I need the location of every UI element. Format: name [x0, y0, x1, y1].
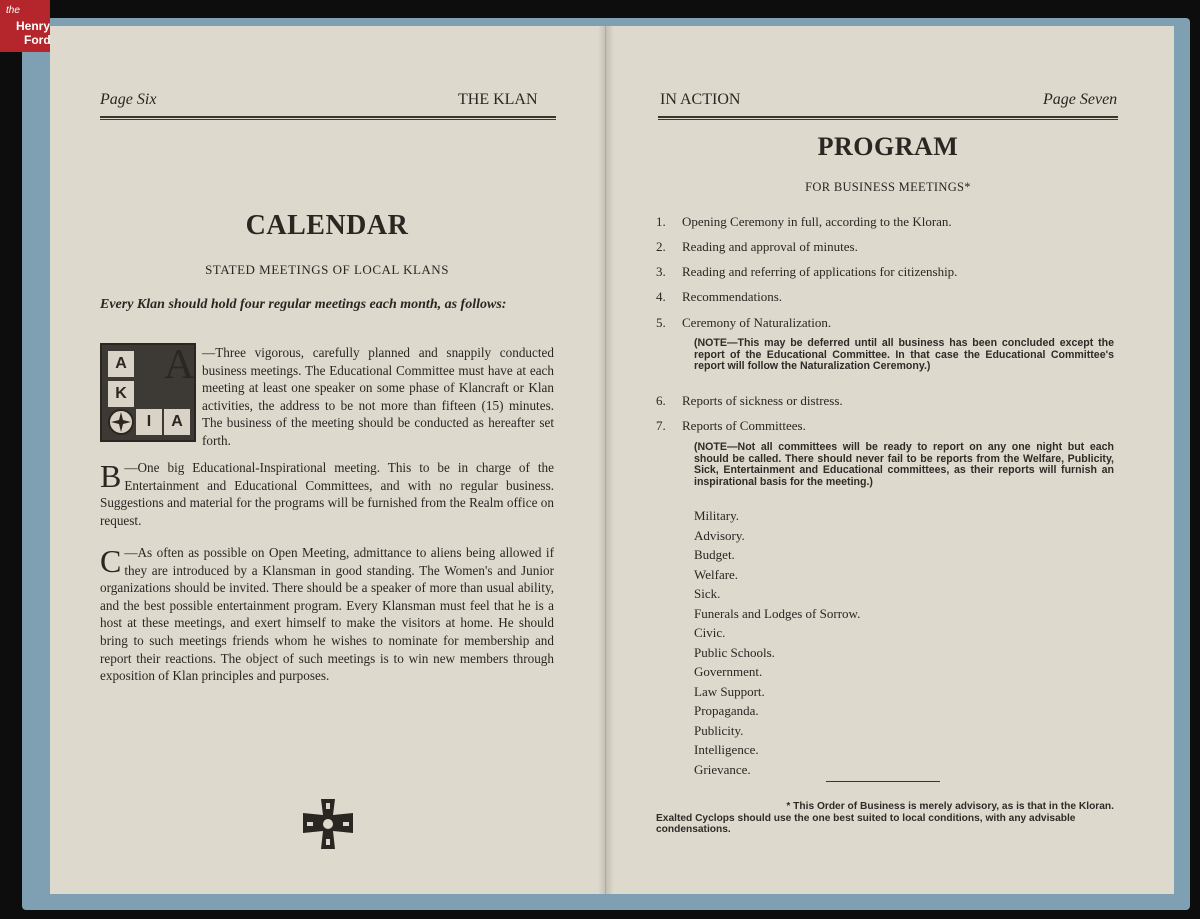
item-number: 3.	[656, 264, 666, 279]
drop-cap-b: B	[100, 458, 122, 494]
committee-item: Government.	[694, 664, 763, 679]
program-item	[656, 393, 1116, 409]
book-spine	[598, 26, 614, 894]
logo-henry: Henry	[16, 19, 51, 33]
emblem-letter: I	[136, 409, 162, 435]
paragraph-a: —Three vigorous, carefully planned and snappily conducted business meetings. The Educational Committee must have at each meeting at least one speaker on some phase of Klancraft or Klan activities, the address to be not more than fifteen (15) minutes. The business of the meeting should be conducted as hereafter set forth.	[202, 345, 554, 448]
committee-item: Funerals and Lodges of Sorrow.	[694, 606, 861, 621]
item-number: 4.	[656, 289, 666, 304]
emblem-letter: K	[108, 381, 134, 407]
paragraph-c	[100, 544, 554, 685]
item-text: Opening Ceremony in full, according to the Kloran.	[682, 214, 952, 229]
item-number: 7.	[656, 418, 666, 433]
committee-item: Welfare.	[694, 567, 739, 582]
program-item	[656, 315, 1116, 331]
item-number: 5.	[656, 315, 666, 330]
right-page-number: Page Seven	[1043, 91, 1118, 108]
left-running-head: THE KLAN	[458, 91, 538, 108]
item-number: 6.	[656, 393, 666, 408]
footnote-rule	[826, 781, 940, 782]
committee-item: Intelligence.	[694, 742, 759, 757]
item-text: Reports of Committees.	[682, 418, 806, 433]
emblem-letter: A	[164, 409, 190, 435]
emblem-cross-icon	[106, 407, 136, 437]
item-text: Reports of sickness or distress.	[682, 393, 843, 408]
item-text: Recommendations.	[682, 289, 783, 304]
committee-item: Grievance.	[694, 762, 751, 777]
committee-item: Public Schools.	[694, 645, 775, 660]
footnote-line-1: * This Order of Business is merely advisory, as is that in the Kloran.	[786, 801, 1114, 812]
committee-item: Budget.	[694, 547, 735, 562]
committee-item: Advisory.	[694, 528, 745, 543]
henry-ford-logo	[0, 0, 50, 52]
committee-item: Law Support.	[694, 684, 765, 699]
program-title: PROGRAM	[817, 132, 959, 161]
program-item	[656, 239, 1116, 255]
program-item	[656, 418, 1116, 434]
committee-item: Publicity.	[694, 723, 744, 738]
note-item-7: (NOTE—Not all committees will be ready to report on any one night but each should be called. There should never fail to be reports from the Welfare, Publicity, Sick, Entertainment and Educational committees, as their reports will furnish an inspirational basis for the meeting.)	[694, 441, 1114, 488]
drop-cap-c: C	[100, 543, 122, 579]
item-number: 2.	[656, 239, 666, 254]
paragraph-b-text: —One big Educational-Inspirational meeting. This to be in charge of the Entertainment and Educational Committees, and with no regular business. Suggestions and material for the programs will be furnished from the Realm office on request.	[100, 460, 554, 528]
committee-item: Sick.	[694, 586, 721, 601]
committee-item: Civic.	[694, 625, 726, 640]
program-subtitle: FOR BUSINESS MEETINGS*	[805, 180, 971, 194]
right-running-head: IN ACTION	[660, 91, 741, 108]
logo-the: the	[6, 5, 20, 16]
left-page-number: Page Six	[100, 91, 157, 108]
program-item	[656, 214, 1116, 230]
item-number: 1.	[656, 214, 666, 229]
calendar-intro: Every Klan should hold four regular meetings each month, as follows:	[100, 297, 507, 312]
calendar-subtitle: STATED MEETINGS OF LOCAL KLANS	[205, 262, 449, 277]
item-text: Reading and referring of applications for citizenship.	[682, 264, 958, 279]
drop-cap-a: A	[164, 342, 195, 388]
item-text: Reading and approval of minutes.	[682, 239, 858, 254]
paragraph-c-text: —As often as possible on Open Meeting, admittance to aliens being allowed if they are introduced by a Klansman in good standing. The Women's and Junior organizations should be invited. There should be a speaker of more than usual ability, and the best possible entertainment program. Every Klansman must feel that he is a host at these meetings, and exert himself to make the visitors at home. He should bring to such meetings friends whom he wishes to nominate for membership and report their reactions. The object of such meetings is to win new members through exposition of Klan principles and purposes.	[100, 545, 554, 684]
committee-item: Propaganda.	[694, 703, 759, 718]
program-item	[656, 289, 1116, 305]
klan-cross-emblem-icon	[301, 797, 355, 851]
paragraph-b	[100, 459, 554, 529]
program-item	[656, 264, 1116, 280]
item-text: Ceremony of Naturalization.	[682, 315, 832, 330]
emblem-letter: A	[108, 351, 134, 377]
committee-item: Military.	[694, 508, 740, 523]
calendar-title: CALENDAR	[245, 210, 409, 241]
footnote-line-2: Exalted Cyclops should use the one best suited to local conditions, with any advisable condensations.	[656, 812, 1076, 836]
left-header-rule	[100, 116, 556, 120]
logo-ford: Ford	[24, 33, 51, 47]
note-item-5: (NOTE—This may be deferred until all business has been concluded except the report of the Educational Committee. In that case the Educational Committee's report will follow the Naturalization Ceremony.)	[694, 337, 1114, 373]
right-header-rule	[658, 116, 1118, 120]
footnote	[656, 801, 1114, 836]
